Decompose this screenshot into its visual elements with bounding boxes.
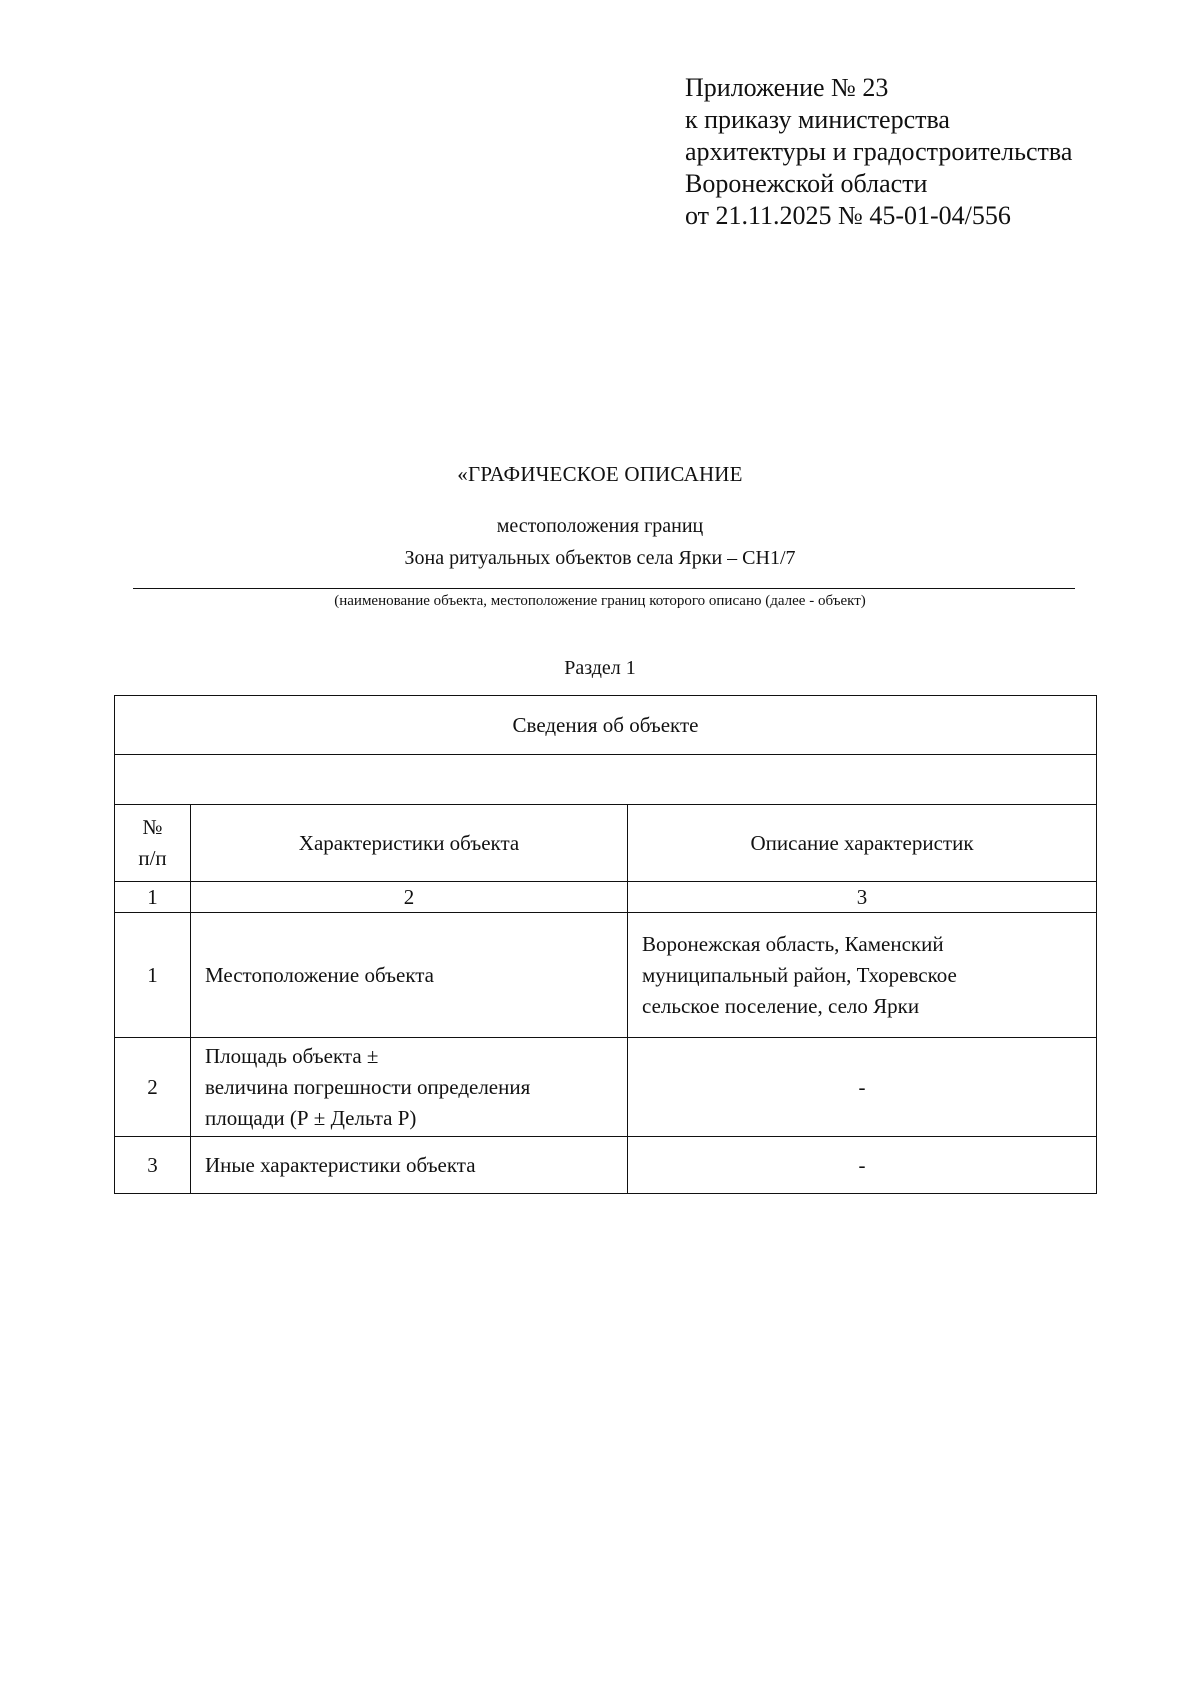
appendix-line-5: от 21.11.2025 № 45-01-04/556 bbox=[685, 201, 1011, 230]
object-name: Зона ритуальных объектов села Ярки – СН1/7 bbox=[404, 547, 796, 569]
object-name-underline bbox=[133, 588, 1075, 589]
table-empty-row bbox=[115, 755, 1097, 805]
appendix-line-1: Приложение № 23 bbox=[685, 73, 889, 102]
header-characteristics: Характеристики объекта bbox=[191, 805, 628, 882]
row-description: - bbox=[628, 1137, 1097, 1194]
table-empty-cell bbox=[115, 755, 1097, 805]
appendix-line-4: Воронежской области bbox=[685, 169, 928, 198]
row-characteristic-line: Площадь объекта ± bbox=[205, 1043, 379, 1068]
row-description-line: Воронежская область, Каменский bbox=[642, 931, 944, 956]
object-name-caption: (наименование объекта, местоположение границ которого описано (далее - объект) bbox=[334, 593, 866, 609]
row-characteristic: Местоположение объекта bbox=[191, 913, 628, 1038]
appendix-line-2: к приказу министерства bbox=[685, 105, 950, 134]
column-number-3: 3 bbox=[628, 882, 1097, 913]
section-label: Раздел 1 bbox=[564, 657, 636, 679]
table-title-row bbox=[115, 696, 1097, 755]
row-num: 1 bbox=[115, 913, 191, 1038]
table-row bbox=[115, 1038, 1097, 1137]
column-number-1: 1 bbox=[115, 882, 191, 913]
document-subtitle: местоположения границ bbox=[496, 515, 704, 537]
row-characteristic bbox=[191, 1038, 628, 1137]
row-characteristic-line: площади (Р ± Дельта Р) bbox=[205, 1105, 417, 1130]
table-column-numbers-row bbox=[115, 882, 1097, 913]
row-description: - bbox=[628, 1038, 1097, 1137]
row-description-line: сельское поселение, село Ярки bbox=[642, 993, 920, 1018]
header-num-line-1: № bbox=[142, 815, 163, 839]
header-num-line-2: п/п bbox=[138, 846, 167, 870]
header-description: Описание характеристик bbox=[628, 805, 1097, 882]
document-title: «ГРАФИЧЕСКОЕ ОПИСАНИЕ bbox=[457, 462, 743, 486]
appendix-header bbox=[685, 72, 1072, 232]
table-row bbox=[115, 1137, 1097, 1194]
row-characteristic: Иные характеристики объекта bbox=[191, 1137, 628, 1194]
table-row bbox=[115, 913, 1097, 1038]
column-number-2: 2 bbox=[191, 882, 628, 913]
table-header-row bbox=[115, 805, 1097, 882]
header-num bbox=[115, 805, 191, 882]
row-description-line: муниципальный район, Тхоревское bbox=[642, 962, 957, 987]
appendix-line-3: архитектуры и градостроительства bbox=[685, 137, 1073, 166]
row-description bbox=[628, 913, 1097, 1038]
object-info-table bbox=[114, 695, 1097, 1194]
row-num: 3 bbox=[115, 1137, 191, 1194]
row-num: 2 bbox=[115, 1038, 191, 1137]
row-characteristic-line: величина погрешности определения bbox=[205, 1074, 531, 1099]
table-title: Сведения об объекте bbox=[115, 696, 1097, 755]
